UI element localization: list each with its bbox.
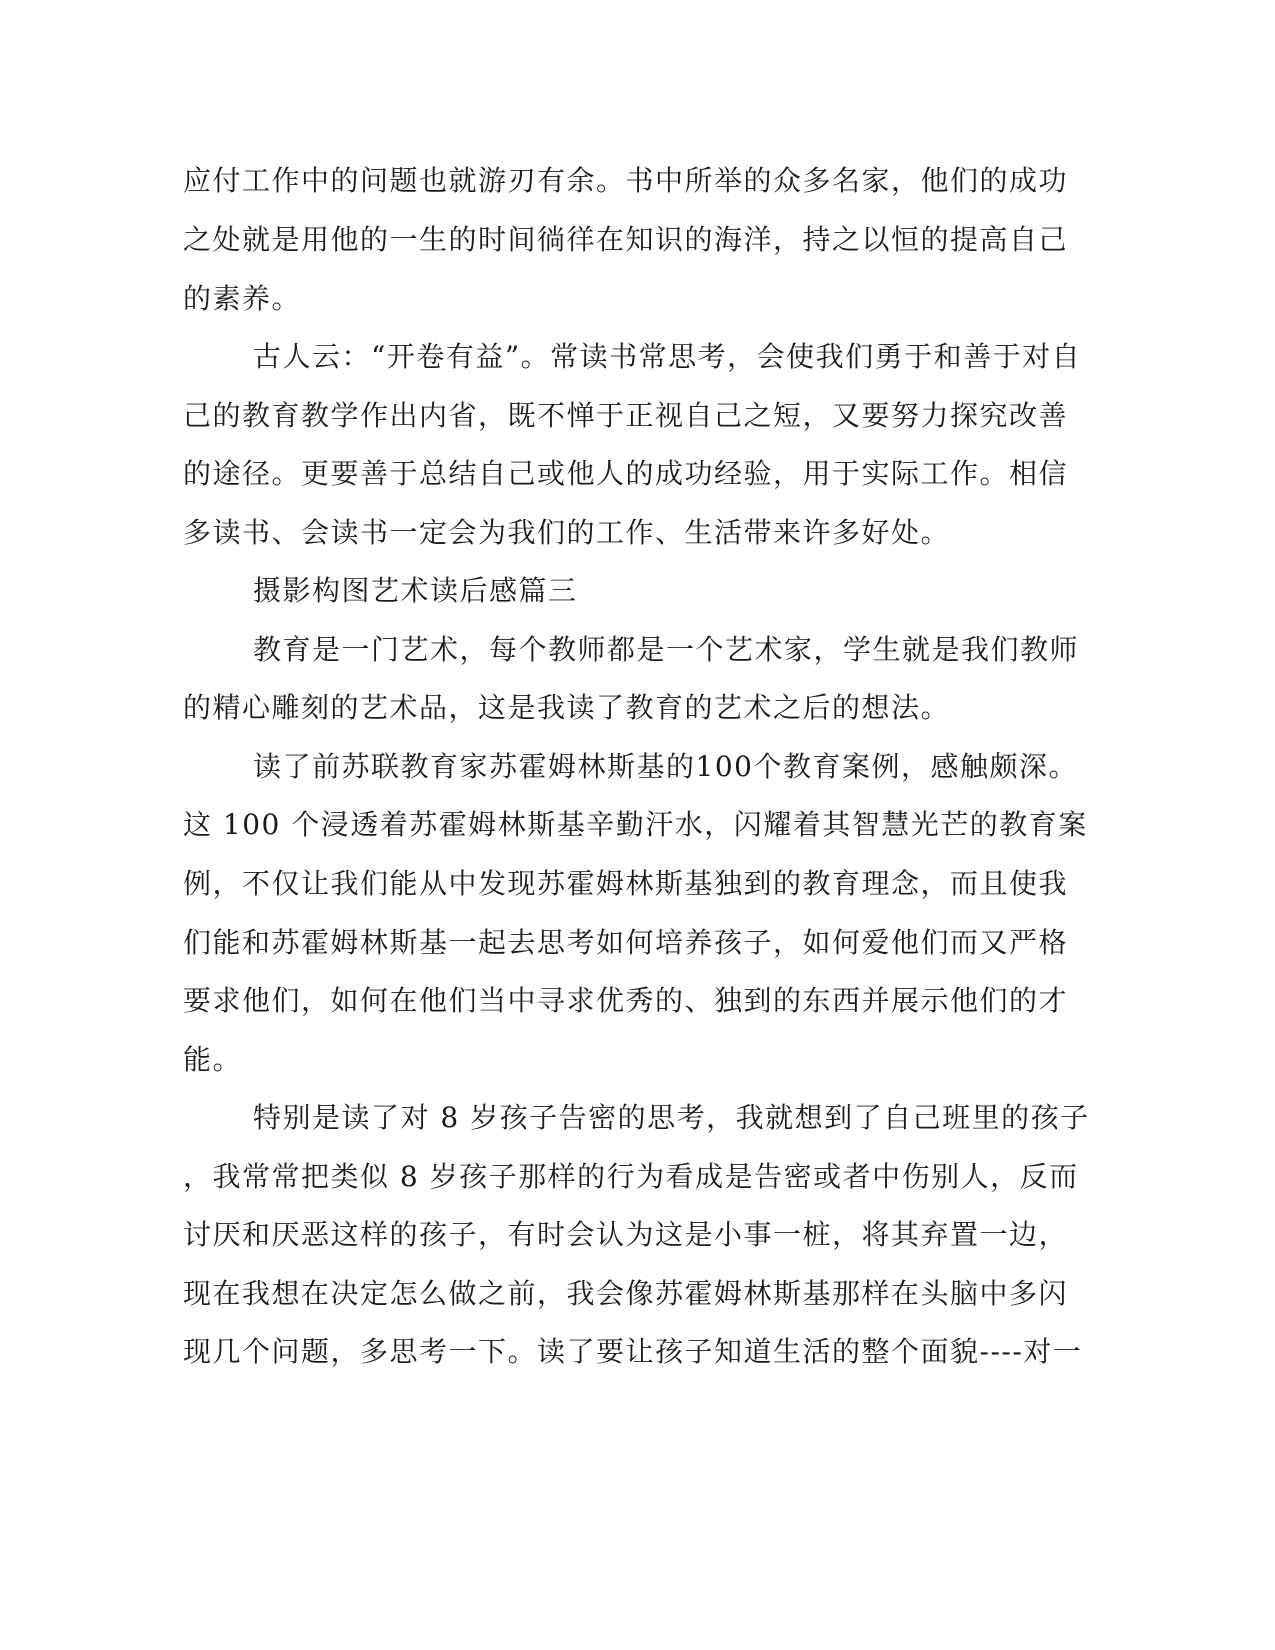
text-line: 读了前苏联教育家苏霍姆林斯基的100个教育案例，感触颇深。 — [253, 750, 1078, 783]
section-heading: 摄影构图艺术读后感篇三 — [253, 574, 578, 607]
text-line: 己的教育教学作出内省，既不惮于正视自己之短，又要努力探究改善 — [183, 399, 1069, 432]
text-line: 这 100 个浸透着苏霍姆林斯基辛勤汗水，闪耀着其智慧光芒的教育案 — [183, 808, 1088, 841]
text-line: 现几个问题，多思考一下。读了要让孩子知道生活的整个面貌----对一 — [183, 1335, 1083, 1368]
text-line: 能。 — [183, 1043, 243, 1076]
text-line: 讨厌和厌恶这样的孩子，有时会认为这是小事一桩，将其弃置一边， — [183, 1218, 1069, 1251]
text-line: 的精心雕刻的艺术品，这是我读了教育的艺术之后的想法。 — [183, 691, 951, 724]
text-line: 要求他们，如何在他们当中寻求优秀的、独到的东西并展示他们的才 — [183, 984, 1069, 1017]
text-line: ，我常常把类似 8 岁孩子那样的行为看成是告密或者中伤别人，反而 — [183, 1160, 1079, 1193]
text-line: 特别是读了对 8 岁孩子告密的思考，我就想到了自己班里的孩子 — [253, 1101, 1090, 1134]
text-line: 教育是一门艺术，每个教师都是一个艺术家，学生就是我们教师 — [253, 633, 1080, 666]
text-line: 古人云：“开卷有益”。常读书常思考，会使我们勇于和善于对自 — [253, 340, 1082, 373]
text-line: 的途径。更要善于总结自己或他人的成功经验，用于实际工作。相信 — [183, 457, 1069, 490]
text-line: 现在我想在决定怎么做之前，我会像苏霍姆林斯基那样在头脑中多闪 — [183, 1277, 1069, 1310]
text-line: 例，不仅让我们能从中发现苏霍姆林斯基独到的教育理念，而且使我 — [183, 867, 1069, 900]
text-line: 应付工作中的问题也就游刃有余。书中所举的众多名家，他们的成功 — [183, 164, 1069, 197]
text-line: 之处就是用他的一生的时间徜徉在知识的海洋，持之以恒的提高自己 — [183, 223, 1069, 256]
text-line: 的素养。 — [183, 282, 302, 315]
text-line: 们能和苏霍姆林斯基一起去思考如何培养孩子，如何爱他们而又严格 — [183, 926, 1069, 959]
text-line: 多读书、会读书一定会为我们的工作、生活带来许多好处。 — [183, 516, 951, 549]
